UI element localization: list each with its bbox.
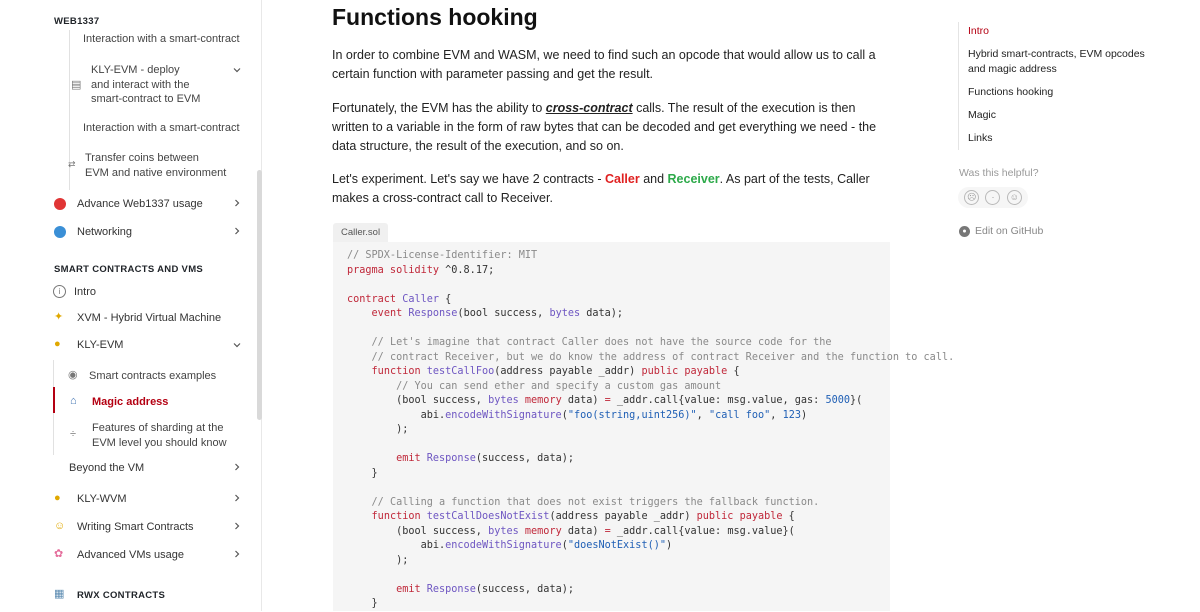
page-title: Functions hooking <box>332 4 538 30</box>
chevron-down-icon[interactable] <box>232 340 242 350</box>
sidebar-item-xvm[interactable]: XVM - Hybrid Virtual Machine <box>77 312 222 324</box>
edit-on-github-label: Edit on GitHub <box>975 225 1044 237</box>
sidebar-item-kly-evm-deploy[interactable]: KLY-EVM - deploy and interact with the smart-contract to EVM <box>91 64 201 105</box>
caller-highlight: Caller <box>604 172 640 186</box>
sidebar-item-advance-web1337[interactable]: Advance Web1337 usage <box>77 198 203 210</box>
chevron-down-icon[interactable] <box>232 65 242 75</box>
info-icon: i <box>53 285 66 298</box>
sidebar-scrollbar[interactable] <box>257 170 262 420</box>
sidebar-item-kly-evm[interactable]: KLY-EVM <box>77 339 124 351</box>
chevron-right-icon[interactable] <box>232 198 242 208</box>
toc-item-magic[interactable]: Magic <box>968 109 997 121</box>
sidebar-item-transfer-coins[interactable]: Transfer coins between EVM and native environment <box>85 152 227 179</box>
sidebar-item-writing-smart-contracts[interactable]: Writing Smart Contracts <box>77 521 194 533</box>
toc-item-links[interactable]: Links <box>968 132 993 144</box>
paragraph-cross-contract: Fortunately, the EVM has the ability to cross-contract calls. The result of the execution is then written to a variable in the form of raw bytes that can be decoded and get everything we need - the data structure, the result of the execution, and so on. <box>332 101 877 153</box>
sidebar-item-beyond-the-vm[interactable]: Beyond the VM <box>69 462 145 474</box>
divide-icon: ÷ <box>70 428 77 440</box>
edit-on-github-link[interactable] <box>959 225 1043 237</box>
sidebar-item-magic-address[interactable]: Magic address <box>92 396 169 408</box>
chevron-right-icon[interactable] <box>232 549 242 559</box>
cross-contract-emphasis: cross-contract <box>545 101 633 115</box>
code-block[interactable] <box>333 242 955 611</box>
sidebar-item-sharding-features[interactable]: Features of sharding at the EVM level you should know <box>92 422 227 449</box>
chevron-right-icon[interactable] <box>232 493 242 503</box>
toc-item-functions-hooking[interactable]: Functions hooking <box>968 86 1054 98</box>
helpful-prompt: Was this helpful? <box>959 167 1039 179</box>
blue-circle-icon <box>54 226 66 238</box>
brain-icon: ✿ <box>54 548 64 560</box>
chevron-right-icon[interactable] <box>232 462 242 472</box>
red-circle-icon <box>54 198 66 210</box>
receiver-highlight: Receiver <box>667 172 720 186</box>
document-icon: ▤ <box>71 79 82 91</box>
toc-item-intro[interactable]: Intro <box>968 25 990 37</box>
toc-item-hybrid-smart-contracts[interactable]: Hybrid smart-contracts, EVM opcodes and magic address <box>968 48 1145 75</box>
happy-face-icon[interactable]: ☺ <box>1007 190 1022 205</box>
toc-line <box>958 22 959 150</box>
sidebar-item-advanced-vms-usage[interactable]: Advanced VMs usage <box>77 549 185 561</box>
sidebar-item-kly-wvm[interactable]: KLY-WVM <box>77 493 127 505</box>
house-icon: ⌂ <box>70 395 77 407</box>
emoji-icon: ☺ <box>54 520 66 532</box>
sidebar-item-networking[interactable]: Networking <box>77 226 133 238</box>
exchange-icon: ⇄ <box>68 159 76 169</box>
feedback-rating <box>958 187 1028 208</box>
sparkles-icon: ✦ <box>54 311 64 323</box>
code-file-tab[interactable]: Caller.sol <box>333 223 388 242</box>
code-content: // SPDX-License-Identifier: MIT pragma solidity ^0.8.17; contract Caller { event Response(bool success, bytes data); // Let's imagine that contract Caller does not have the source code for the // contract Receiver, but we do know the address of contract Receiver and the function to call. function testCallFoo(address payable _addr) public payable { // You can send ether and specify a custom gas amount (bool success, bytes memory data) = _addr.call{value: msg.value, gas: 5000}( abi.encodeWithSignature("foo(string,uint256)", "call foo", 123) ); emit Response(success, data); } // Calling a function that does not exist triggers the fallback function. function testCallDoesNotExist(address payable _addr) public payable { (bool success, bytes memory data) = _addr.call{value: msg.value}( abi.encodeWithSignature("doesNotExist()") ); emit Response(success, data); } <box>347 250 955 609</box>
sad-face-icon[interactable]: ☹ <box>964 190 979 205</box>
sidebar-item-smart-contracts-examples[interactable]: Smart contracts examples <box>89 370 217 382</box>
section-title-rwx-contracts: RWX CONTRACTS <box>77 590 166 601</box>
sidebar-item-interaction-1[interactable]: Interaction with a smart-contract <box>83 33 240 45</box>
person-icon: ● <box>54 492 61 504</box>
section-title-web1337: WEB1337 <box>54 16 100 27</box>
neutral-face-icon[interactable]: · <box>985 190 1000 205</box>
github-icon: ● <box>959 226 970 237</box>
sidebar <box>0 0 262 611</box>
sidebar-item-intro[interactable]: Intro <box>74 286 97 298</box>
terminal-icon: ▦ <box>54 588 65 600</box>
person-icon: ● <box>54 338 61 350</box>
paragraph-intro: In order to combine EVM and WASM, we need to find such an opcode that would allow us to call a certain function with parameter passing and get the result. <box>332 48 876 81</box>
chevron-right-icon[interactable] <box>232 521 242 531</box>
section-title-smart-contracts: SMART CONTRACTS AND VMS <box>54 264 204 275</box>
paragraph-experiment: Let's experiment. Let's say we have 2 contracts - Caller and Receiver. As part of the tests, Caller makes a cross-contract call to Receiver. <box>332 172 870 205</box>
chevron-right-icon[interactable] <box>232 226 242 236</box>
sidebar-item-interaction-2[interactable]: Interaction with a smart-contract <box>83 122 240 134</box>
eye-icon: ◉ <box>68 369 78 381</box>
